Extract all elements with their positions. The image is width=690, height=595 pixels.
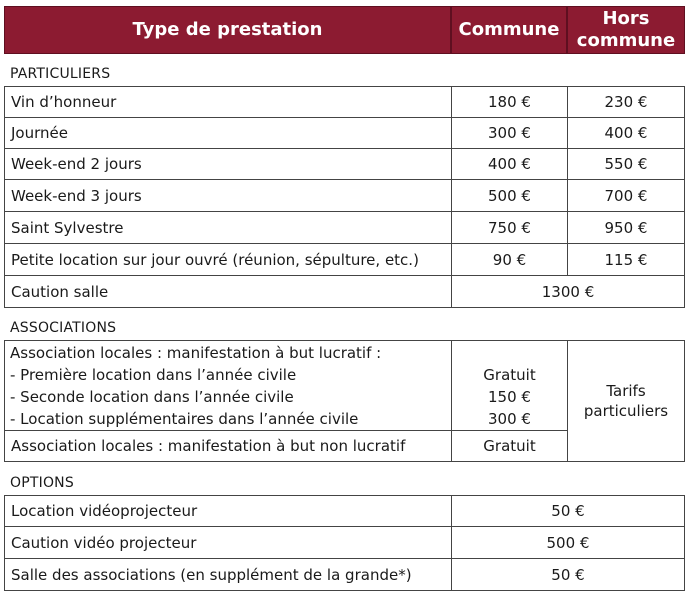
row-hors: 400 € <box>567 117 685 149</box>
header-hors-line1: Hors <box>602 8 650 29</box>
option-value: 50 € <box>451 495 685 527</box>
assoc-lucratif-line: - Première location dans l’année civile <box>10 366 297 384</box>
row-label: Journée <box>4 117 452 149</box>
header-type-label: Type de prestation <box>132 19 323 40</box>
section-associations-title: ASSOCIATIONS <box>10 320 117 336</box>
assoc-hors-line1: Tarifs <box>606 382 646 400</box>
row-hors: 115 € <box>567 243 685 276</box>
option-label: Salle des associations (en supplément de la grande*) <box>4 558 452 591</box>
assoc-hors-cell <box>567 340 685 462</box>
row-label: Week-end 3 jours <box>4 179 452 212</box>
assoc-lucratif-value: 150 € <box>488 388 531 406</box>
section-particuliers-title: PARTICULIERS <box>10 66 111 82</box>
section-options-title: OPTIONS <box>10 475 74 491</box>
option-label: Caution vidéo projecteur <box>4 526 452 559</box>
assoc-hors-line2: particuliers <box>583 402 669 420</box>
row-commune: 300 € <box>451 117 568 149</box>
caution-salle-label: Caution salle <box>4 275 452 308</box>
row-label: Petite location sur jour ouvré (réunion, sépulture, etc.) <box>4 243 452 276</box>
row-commune: 180 € <box>451 86 568 118</box>
assoc-lucratif-lines <box>10 342 381 430</box>
header-hors-line2: commune <box>576 30 676 51</box>
row-hors: 700 € <box>567 179 685 212</box>
row-hors: 950 € <box>567 211 685 244</box>
row-hors: 550 € <box>567 148 685 180</box>
row-commune: 90 € <box>451 243 568 276</box>
header-type-cell <box>4 6 451 54</box>
option-value: 50 € <box>451 558 685 591</box>
assoc-lucratif-line: Association locales : manifestation à but lucratif : <box>10 344 382 362</box>
row-label: Vin d’honneur <box>4 86 452 118</box>
assoc-lucratif-line: - Seconde location dans l’année civile <box>10 388 294 406</box>
row-commune: 400 € <box>451 148 568 180</box>
header-commune-cell <box>451 6 567 54</box>
row-label: Saint Sylvestre <box>4 211 452 244</box>
assoc-non-lucratif-label: Association locales : manifestation à but non lucratif <box>4 430 452 462</box>
assoc-lucratif-value: Gratuit <box>483 366 536 384</box>
row-label: Week-end 2 jours <box>4 148 452 180</box>
option-value: 500 € <box>451 526 685 559</box>
assoc-non-lucratif-value: Gratuit <box>451 430 568 462</box>
assoc-lucratif-line: - Location supplémentaires dans l’année civile <box>10 410 359 428</box>
caution-salle-value: 1300 € <box>451 275 685 308</box>
row-hors: 230 € <box>567 86 685 118</box>
row-commune: 500 € <box>451 179 568 212</box>
option-label: Location vidéoprojecteur <box>4 495 452 527</box>
row-commune: 750 € <box>451 211 568 244</box>
assoc-lucratif-values <box>451 364 568 430</box>
header-commune-label: Commune <box>458 19 560 40</box>
header-hors-cell <box>567 6 685 54</box>
assoc-lucratif-value: 300 € <box>488 410 531 428</box>
